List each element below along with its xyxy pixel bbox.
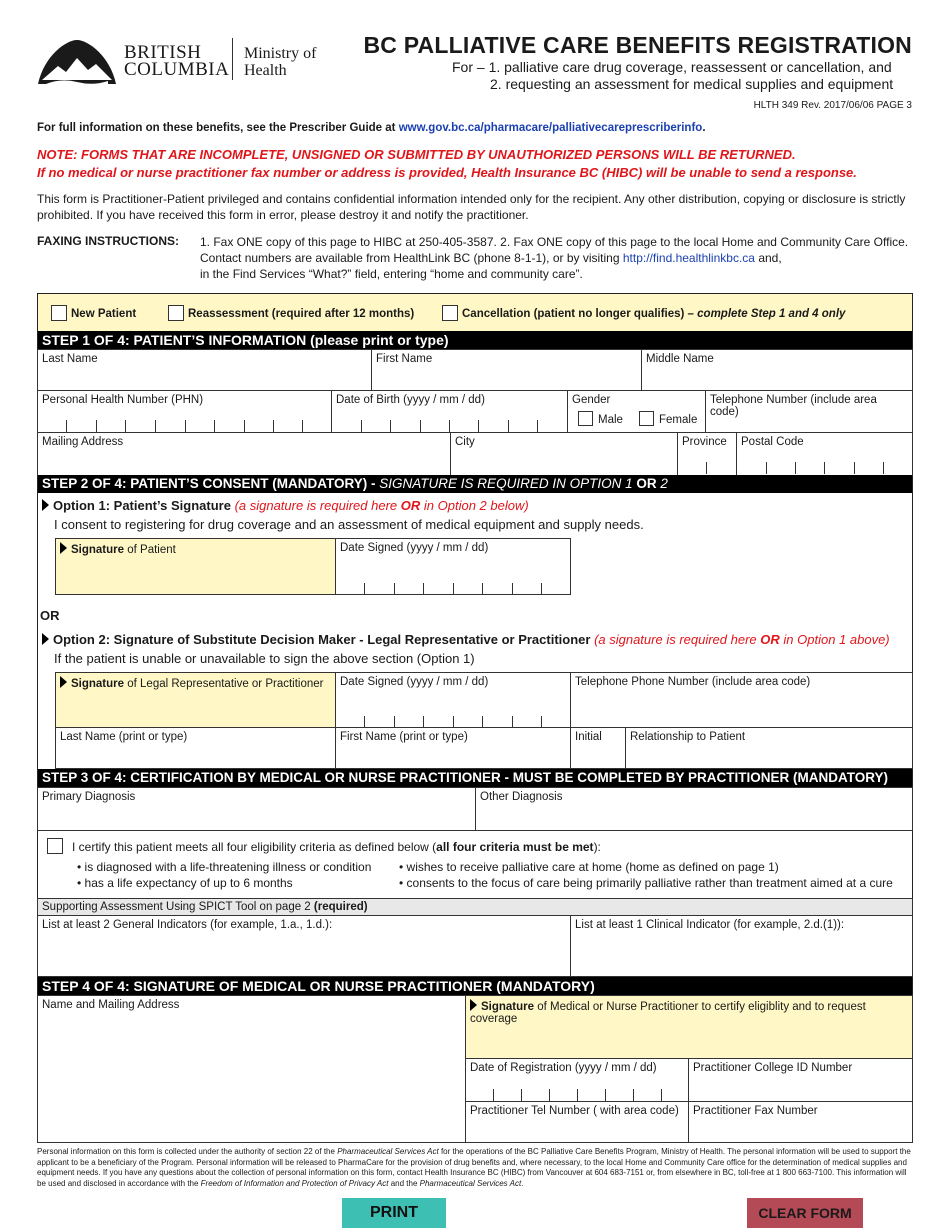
print-button[interactable]: PRINT xyxy=(342,1198,446,1228)
female-label: Female xyxy=(659,414,698,426)
bc-logo xyxy=(36,36,336,86)
digit-separator xyxy=(493,1089,494,1101)
confidential-notice: This form is Practitioner-Patient privileged and contains confidential information intended only for the recipient. Any other distribution, copying or disclosure is strictly prohibited. If you have received this form in error, please destroy it and notify the practitioner. xyxy=(37,192,906,222)
digit-separator xyxy=(125,420,126,432)
digit-separator xyxy=(482,583,483,595)
cancellation-checkbox[interactable] xyxy=(442,305,458,321)
practitioner-signature-field[interactable]: Signature of Medical or Nurse Practitioner to certify eligiblity and to request coverage xyxy=(465,995,913,1059)
reassessment-checkbox[interactable] xyxy=(168,305,184,321)
registration-date-field[interactable]: Date of Registration (yyyy / mm / dd) xyxy=(465,1058,689,1102)
digit-separator xyxy=(420,420,421,432)
digit-separator xyxy=(633,1089,634,1101)
digit-separator xyxy=(706,462,707,474)
healthlink-link[interactable]: http://find.healthlinkbc.ca xyxy=(622,251,755,265)
first-name-field[interactable]: First Name xyxy=(371,349,642,391)
digit-separator xyxy=(661,1089,662,1101)
clear-form-button[interactable]: CLEAR FORM xyxy=(747,1198,863,1228)
digit-separator xyxy=(96,420,97,432)
digit-separator xyxy=(66,420,67,432)
digit-separator xyxy=(453,716,454,728)
triangle-icon xyxy=(60,676,67,688)
or-label: OR xyxy=(40,608,60,623)
option1-text: I consent to registering for drug coverage and an assessment of medical equipment and supply needs. xyxy=(54,517,644,532)
province-field[interactable]: Province xyxy=(677,432,737,476)
rep-date-signed-field[interactable]: Date Signed (yyyy / mm / dd) xyxy=(335,672,571,728)
option2-title: Option 2: Signature of Substitute Decision Maker - Legal Representative or Practitioner (a signature is required here OR in Option 1 above) xyxy=(42,632,890,647)
digit-separator xyxy=(854,462,855,474)
digit-separator xyxy=(390,420,391,432)
primary-diagnosis-field[interactable]: Primary Diagnosis xyxy=(37,787,476,831)
clinical-indicator-field[interactable]: List at least 1 Clinical Indicator (for example, 2.d.(1)): xyxy=(570,915,913,977)
prescriber-guide-link[interactable]: www.gov.bc.ca/pharmacare/palliativecareprescriberinfo xyxy=(398,122,703,134)
digit-separator xyxy=(453,583,454,595)
digit-separator xyxy=(512,583,513,595)
digit-separator xyxy=(537,420,538,432)
digit-separator xyxy=(605,1089,606,1101)
digit-separator xyxy=(883,462,884,474)
step3-header: STEP 3 OF 4: CERTIFICATION BY MEDICAL OR NURSE PRACTITIONER - MUST BE COMPLETED BY PRACTITIONER (MANDATORY) xyxy=(38,769,912,787)
form-title: BC PALLIATIVE CARE BENEFITS REGISTRATION xyxy=(363,32,912,58)
digit-separator xyxy=(214,420,215,432)
phn-field[interactable]: Personal Health Number (PHN) xyxy=(37,390,332,433)
ministry-text: Ministry of Health xyxy=(244,45,317,79)
digit-separator xyxy=(541,583,542,595)
digit-separator xyxy=(824,462,825,474)
college-id-field[interactable]: Practitioner College ID Number xyxy=(688,1058,913,1102)
city-field[interactable]: City xyxy=(450,432,678,476)
fax-instructions: 1. Fax ONE copy of this page to HIBC at 250-405-3587. 2. Fax ONE copy of this page to the local Home and Community Care Office. Contact numbers are available from HealthLink BC (phone 8-1-1), or by visiting http://find.healthlinkbc.ca and, in the Find Services “What?” field, entering “home and community care”. xyxy=(200,235,909,281)
digit-separator xyxy=(512,716,513,728)
triangle-icon xyxy=(60,542,67,554)
criteria-item: • has a life expectancy of up to 6 months xyxy=(77,876,293,890)
prescriber-guide-text: For full information on these benefits, see the Prescriber Guide at www.gov.bc.ca/pharmacare/palliativecareprescriberinfo. xyxy=(37,122,706,134)
postal-code-field[interactable]: Postal Code xyxy=(736,432,913,476)
digit-separator xyxy=(394,716,395,728)
sun-mountain-logo-icon xyxy=(36,36,118,86)
general-indicators-field[interactable]: List at least 2 General Indicators (for example, 1.a., 1.d.): xyxy=(37,915,571,977)
digit-separator xyxy=(423,583,424,595)
digit-separator xyxy=(449,420,450,432)
digit-separator xyxy=(185,420,186,432)
digit-separator xyxy=(549,1089,550,1101)
digit-separator xyxy=(394,583,395,595)
digit-separator xyxy=(521,1089,522,1101)
relationship-field[interactable]: Relationship to Patient xyxy=(625,727,913,769)
name-mailing-address-field[interactable]: Name and Mailing Address xyxy=(37,995,466,1143)
triangle-icon xyxy=(470,999,477,1011)
rep-signature-field[interactable]: Signature of Legal Representative or Practitioner xyxy=(55,672,336,728)
mailing-address-field[interactable]: Mailing Address xyxy=(37,432,451,476)
dob-field[interactable]: Date of Birth (yyyy / mm / dd) xyxy=(331,390,568,433)
practitioner-tel-field[interactable]: Practitioner Tel Number ( with area code) xyxy=(465,1101,689,1143)
digit-separator xyxy=(766,462,767,474)
digit-separator xyxy=(482,716,483,728)
step1-header: STEP 1 OF 4: PATIENT’S INFORMATION (please print or type) xyxy=(38,331,912,349)
practitioner-fax-field[interactable]: Practitioner Fax Number xyxy=(688,1101,913,1143)
rep-initial-field[interactable]: Initial xyxy=(570,727,626,769)
reassessment-label: Reassessment (required after 12 months) xyxy=(188,308,415,320)
fax-label: FAXING INSTRUCTIONS: xyxy=(37,234,180,248)
male-checkbox[interactable] xyxy=(578,411,593,426)
triangle-icon xyxy=(42,633,49,645)
logo-text: BRITISH COLUMBIA xyxy=(124,42,230,80)
warning-note: NOTE: FORMS THAT ARE INCOMPLETE, UNSIGNED OR SUBMITTED BY UNAUTHORIZED PERSONS WILL BE RETURNED. If no medical or nurse practitioner fax number or address is provided, Health Insurance BC (HIBC) will be unable to send a response. xyxy=(37,147,857,180)
male-label: Male xyxy=(598,414,623,426)
digit-separator xyxy=(577,1089,578,1101)
rep-first-name-field[interactable]: First Name (print or type) xyxy=(335,727,571,769)
gender-field: Gender xyxy=(567,390,706,433)
digit-separator xyxy=(423,716,424,728)
rep-last-name-field[interactable]: Last Name (print or type) xyxy=(55,727,336,769)
step4-header: STEP 4 OF 4: SIGNATURE OF MEDICAL OR NURSE PRACTITIONER (MANDATORY) xyxy=(38,977,912,995)
telephone-field[interactable]: Telephone Number (include area code) xyxy=(705,390,913,433)
digit-separator xyxy=(361,420,362,432)
female-checkbox[interactable] xyxy=(639,411,654,426)
digit-separator xyxy=(302,420,303,432)
middle-name-field[interactable]: Middle Name xyxy=(641,349,913,391)
digit-separator xyxy=(508,420,509,432)
new-patient-checkbox[interactable] xyxy=(51,305,67,321)
rep-telephone-field[interactable]: Telephone Phone Number (include area code) xyxy=(570,672,913,728)
digit-separator xyxy=(364,716,365,728)
option1-title: Option 1: Patient’s Signature (a signature is required here OR in Option 2 below) xyxy=(42,498,529,513)
digit-separator xyxy=(478,420,479,432)
option2-text: If the patient is unable or unavailable to sign the above section (Option 1) xyxy=(54,651,475,666)
digit-separator xyxy=(795,462,796,474)
step2-header: STEP 2 OF 4: PATIENT’S CONSENT (MANDATORY) - SIGNATURE IS REQUIRED IN OPTION 1 OR 2 xyxy=(38,475,912,493)
criteria-item: • consents to the focus of care being primarily palliative rather than treatment aimed at a cure xyxy=(399,876,893,890)
digit-separator xyxy=(273,420,274,432)
triangle-icon xyxy=(42,499,49,511)
digit-separator xyxy=(364,583,365,595)
last-name-field[interactable]: Last Name xyxy=(37,349,372,391)
digit-separator xyxy=(541,716,542,728)
certify-text: I certify this patient meets all four eligibility criteria as defined below (all four criteria must be met): xyxy=(72,840,601,854)
cancellation-label: Cancellation (patient no longer qualifies) – complete Step 1 and 4 only xyxy=(462,308,846,320)
new-patient-label: New Patient xyxy=(71,308,137,320)
digit-separator xyxy=(155,420,156,432)
patient-signature-field[interactable]: Signature of Patient xyxy=(55,538,336,595)
certify-checkbox[interactable] xyxy=(47,838,63,854)
spict-row: Supporting Assessment Using SPICT Tool on page 2 (required) xyxy=(37,898,913,916)
criteria-item: • is diagnosed with a life-threatening illness or condition xyxy=(77,860,372,874)
other-diagnosis-field[interactable]: Other Diagnosis xyxy=(475,787,913,831)
criteria-item: • wishes to receive palliative care at home (home as defined on page 1) xyxy=(399,860,779,874)
privacy-footer: Personal information on this form is collected under the authority of section 22 of the Pharmaceutical Services Act for the operations of the BC Palliative Care Benefits Program, Ministry of Health. The personal information will be used to support the applicant to be a beneficiary of the Program. Personal information will be released to PharmaCare for the provision of drug benefits and, where necessary, to the local Home and Community Care office for the determination of medical supplies and equipment needs. If you have any questions about the collection of personal information on this form, contact Health Insurance BC (HIBC) from Vancouver at 604 683-7151 or, from elsewhere in BC, toll-free at 1 800 663-7100. This information will be used and disclosed in accordance with the Freedom of Information and Protection of Privacy Act and the Pharmaceutical Services Act. xyxy=(37,1147,911,1188)
digit-separator xyxy=(244,420,245,432)
patient-date-signed-field[interactable]: Date Signed (yyyy / mm / dd) xyxy=(335,538,571,595)
form-id: HLTH 349 Rev. 2017/06/06 PAGE 3 xyxy=(753,100,912,111)
form-subtitle: For – 1. palliative care drug coverage, reassessent or cancellation, and 2. requesting an assessment for medical supplies and equipment xyxy=(452,59,894,92)
